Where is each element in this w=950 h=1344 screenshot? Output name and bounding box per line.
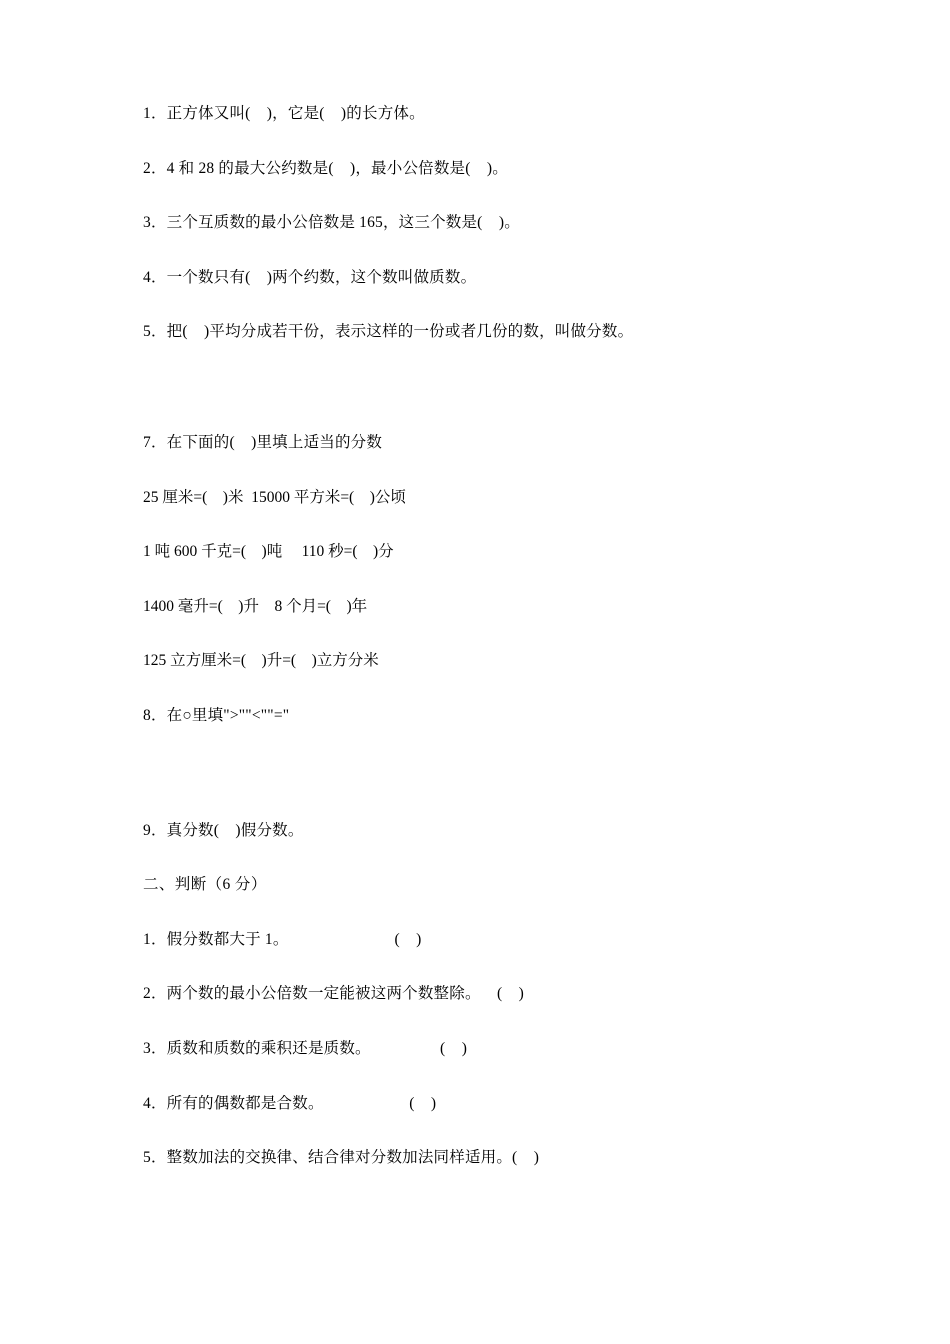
judge-item-3: 3．质数和质数的乘积还是质数。 ( ) (143, 1039, 468, 1057)
judge-item-4: 4．所有的偶数都是合数。 ( ) (143, 1094, 437, 1112)
conversion-line-1: 25 厘米=( )米 15000 平方米=( )公顷 (143, 488, 406, 506)
fill-in-item-4: 4．一个数只有( )两个约数，这个数叫做质数。 (143, 268, 477, 286)
conversion-line-2: 1 吨 600 千克=( )吨 110 秒=( )分 (143, 543, 394, 561)
fill-in-item-7-prompt: 7．在下面的( )里填上适当的分数 (143, 433, 383, 451)
fill-in-item-2: 2．4 和 28 的最大公约数是( )，最小公倍数是( )。 (143, 159, 508, 177)
fill-in-item-9-prompt: 9．真分数( )假分数。 (143, 821, 304, 839)
conversion-line-3: 1400 毫升=( )升 8 个月=( )年 (143, 597, 368, 615)
fill-in-item-8-prompt: 8．在○里填">""<""=" (143, 706, 290, 724)
fill-in-item-1: 1．正方体又叫( )，它是( )的长方体。 (143, 105, 425, 122)
conversion-line-4: 125 立方厘米=( )升=( )立方分米 (143, 652, 379, 670)
judge-item-2: 2．两个数的最小公倍数一定能被这两个数整除。 ( ) (143, 985, 524, 1003)
judge-item-1: 1．假分数都大于 1。 ( ) (143, 930, 422, 948)
fill-in-item-3: 3．三个互质数的最小公倍数是 165，这三个数是( )。 (143, 214, 520, 232)
judge-item-5: 5．整数加法的交换律、结合律对分数加法同样适用。( ) (143, 1149, 540, 1167)
fill-in-item-5: 5．把( )平均分成若干份，表示这样的一份或者几份的数，叫做分数。 (143, 323, 634, 341)
section-heading-judgement: 二、判断（6 分） (143, 876, 267, 894)
